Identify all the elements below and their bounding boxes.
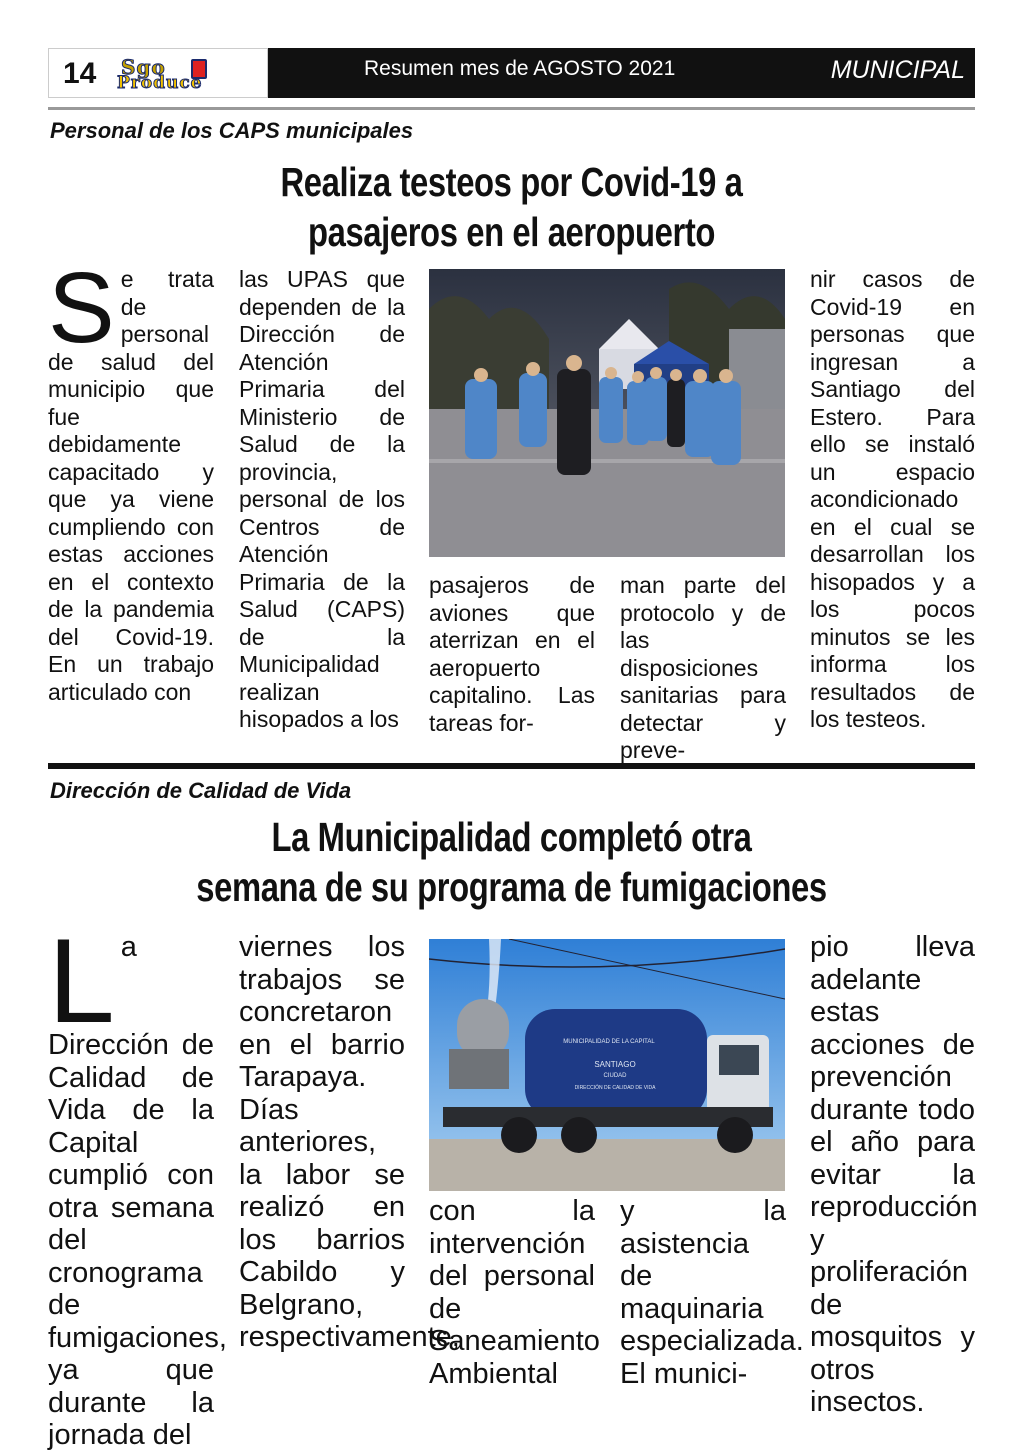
article2-column-1 [48, 914, 227, 1452]
article2-headline [141, 812, 883, 912]
article2-kicker: Dirección de Calidad de Vida [50, 778, 352, 803]
article2-headline-line2: semana de su programa de fumigaciones [196, 864, 827, 910]
article1-headline [141, 157, 883, 257]
page-number: 14 [63, 57, 97, 90]
article1-col1-text: e trata de personal de salud del municipio que fue debidamente capacitado y que ya viene cumpliendo con estas acciones en el contexto de la pandemia del Covid-19. En un trabajo articulado con [48, 266, 214, 705]
truck-label-1: MUNICIPALIDAD DE LA CAPITAL [563, 1039, 655, 1045]
header-rule [48, 107, 975, 110]
airport-staff-illustration [429, 269, 785, 557]
logo-text-top: Sgo [121, 55, 166, 79]
article1-column-1 [48, 252, 214, 706]
section-label: MUNICIPAL [830, 56, 965, 84]
article1-column-4: man parte del protocolo y de las disposiciones sanitarias para detectar y preve- [620, 572, 786, 763]
article1-headline-line1: Realiza testeos por Covid-19 a [280, 159, 743, 205]
issue-label: Resumen mes de AGOSTO 2021 [364, 57, 676, 80]
truck-label-2: SANTIAGO [594, 1060, 636, 1069]
article2-column-2: viernes los trabajos se concretaron en el barrio Tarapaya. Días anteriores, la labor se realizó en los barrios Cabildo y Belgrano, respectivamente, [239, 931, 460, 1353]
article1-column-3: pasajeros de aviones que aterrizan en el aeropuerto capitalino. Las tareas for- [429, 572, 595, 736]
article1-column-5: nir casos de Covid-19 en personas que ingresan a Santiago del Estero. Para ello se instaló un espacio acondicionado en el cual se desarrollan los hisopados y a los pocos minutos se les informa los resultados de los testeos. [810, 266, 975, 732]
fumigation-truck-illustration [429, 939, 785, 1191]
article2-dropcap: L [48, 914, 115, 1048]
article1-dropcap: S [48, 252, 115, 364]
article1-kicker: Personal de los CAPS municipales [50, 118, 414, 143]
header-brand-box [48, 48, 268, 98]
sgo-produce-logo [115, 55, 257, 93]
article2-col1-text: a Dirección de Calidad de Vida de la Capital cumplió con otra semana del cronograma de fumigaciones, ya que durante la jornada del [48, 931, 227, 1451]
article-divider [48, 763, 975, 769]
article2-column-3: con la intervención del personal de Saneamiento Ambiental [429, 1195, 600, 1390]
article1-column-2: las UPAS que dependen de la Dirección de Atención Primaria del Ministerio de Salud de la provincia, personal de los Centros de Atención Primaria de la Salud (CAPS) de la Municipalidad realizan hisopados a los [239, 266, 405, 732]
truck-label-3: CIUDAD [603, 1073, 627, 1079]
page-header [48, 48, 975, 98]
article2-headline-line1: La Municipalidad completó otra [271, 814, 752, 860]
article2-column-5: pio lleva adelante estas acciones de prevención durante todo el año para evitar la reproducción y proliferación de mosquitos y otros insectos. [810, 931, 978, 1418]
truck-label-4: DIRECCIÓN DE CALIDAD DE VIDA [574, 1085, 656, 1091]
article1-headline-line2: pasajeros en el aeropuerto [307, 209, 716, 255]
fumigation-truck-photo [429, 939, 785, 1191]
header-bar [268, 48, 975, 98]
logo-text-bottom: Produce [117, 73, 203, 93]
airport-staff-photo [429, 269, 785, 557]
article2-column-4: y la asistencia de maquinaria especializada. El munici- [620, 1195, 804, 1390]
